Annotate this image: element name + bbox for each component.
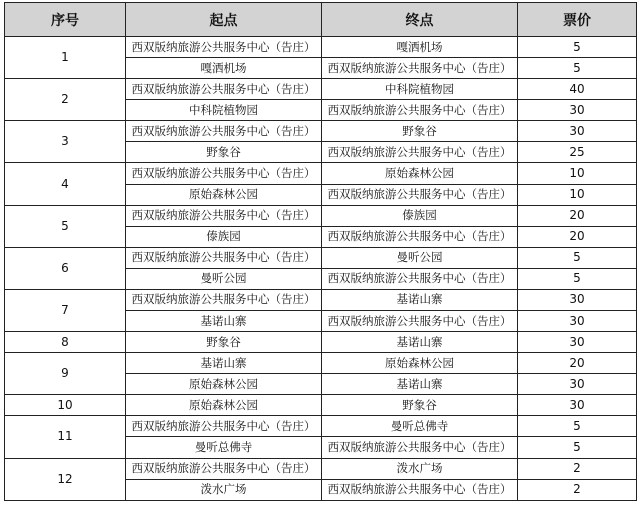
destination-cell: 曼听公园 — [322, 247, 518, 268]
seq-cell: 7 — [5, 289, 126, 331]
price-cell: 20 — [518, 205, 637, 226]
seq-cell: 4 — [5, 163, 126, 205]
origin-cell: 曼听总佛寺 — [126, 437, 322, 458]
destination-cell: 西双版纳旅游公共服务中心（告庄） — [322, 437, 518, 458]
table-row — [5, 395, 637, 416]
header-origin: 起点 — [126, 3, 322, 37]
table-row — [5, 416, 637, 437]
destination-cell: 基诺山寨 — [322, 332, 518, 353]
price-cell: 40 — [518, 79, 637, 100]
origin-cell: 西双版纳旅游公共服务中心（告庄） — [126, 289, 322, 310]
table-row — [5, 332, 637, 353]
fare-table-body — [5, 37, 637, 501]
destination-cell: 泼水广场 — [322, 458, 518, 479]
price-cell: 10 — [518, 163, 637, 184]
price-cell: 30 — [518, 395, 637, 416]
destination-cell: 西双版纳旅游公共服务中心（告庄） — [322, 311, 518, 332]
price-cell: 30 — [518, 289, 637, 310]
price-cell: 20 — [518, 226, 637, 247]
price-cell: 5 — [518, 247, 637, 268]
price-cell: 20 — [518, 353, 637, 374]
destination-cell: 野象谷 — [322, 121, 518, 142]
header-destination: 终点 — [322, 3, 518, 37]
destination-cell: 西双版纳旅游公共服务中心（告庄） — [322, 268, 518, 289]
seq-cell: 9 — [5, 353, 126, 395]
destination-cell: 基诺山寨 — [322, 374, 518, 395]
destination-cell: 基诺山寨 — [322, 289, 518, 310]
origin-cell: 基诺山寨 — [126, 353, 322, 374]
seq-cell: 8 — [5, 332, 126, 353]
price-cell: 5 — [518, 58, 637, 79]
price-cell: 30 — [518, 332, 637, 353]
price-cell: 30 — [518, 311, 637, 332]
price-cell: 5 — [518, 416, 637, 437]
table-row — [5, 121, 637, 142]
header-row — [5, 3, 637, 37]
origin-cell: 野象谷 — [126, 332, 322, 353]
destination-cell: 西双版纳旅游公共服务中心（告庄） — [322, 100, 518, 121]
seq-cell: 2 — [5, 79, 126, 121]
origin-cell: 野象谷 — [126, 142, 322, 163]
destination-cell: 中科院植物园 — [322, 79, 518, 100]
header-price: 票价 — [518, 3, 637, 37]
origin-cell: 原始森林公园 — [126, 374, 322, 395]
destination-cell: 西双版纳旅游公共服务中心（告庄） — [322, 58, 518, 79]
destination-cell: 原始森林公园 — [322, 353, 518, 374]
price-cell: 25 — [518, 142, 637, 163]
table-row — [5, 37, 637, 58]
destination-cell: 西双版纳旅游公共服务中心（告庄） — [322, 479, 518, 500]
destination-cell: 曼听总佛寺 — [322, 416, 518, 437]
origin-cell: 泼水广场 — [126, 479, 322, 500]
price-cell: 5 — [518, 268, 637, 289]
origin-cell: 西双版纳旅游公共服务中心（告庄） — [126, 458, 322, 479]
origin-cell: 中科院植物园 — [126, 100, 322, 121]
seq-cell: 10 — [5, 395, 126, 416]
destination-cell: 原始森林公园 — [322, 163, 518, 184]
origin-cell: 原始森林公园 — [126, 184, 322, 205]
price-cell: 30 — [518, 121, 637, 142]
destination-cell: 西双版纳旅游公共服务中心（告庄） — [322, 142, 518, 163]
origin-cell: 基诺山寨 — [126, 311, 322, 332]
price-cell: 2 — [518, 458, 637, 479]
table-row — [5, 353, 637, 374]
fare-table — [4, 2, 637, 501]
seq-cell: 12 — [5, 458, 126, 500]
origin-cell: 西双版纳旅游公共服务中心（告庄） — [126, 37, 322, 58]
origin-cell: 西双版纳旅游公共服务中心（告庄） — [126, 121, 322, 142]
seq-cell: 11 — [5, 416, 126, 458]
origin-cell: 西双版纳旅游公共服务中心（告庄） — [126, 416, 322, 437]
table-row — [5, 247, 637, 268]
price-cell: 2 — [518, 479, 637, 500]
price-cell: 30 — [518, 100, 637, 121]
price-cell: 5 — [518, 37, 637, 58]
origin-cell: 傣族园 — [126, 226, 322, 247]
seq-cell: 5 — [5, 205, 126, 247]
origin-cell: 西双版纳旅游公共服务中心（告庄） — [126, 163, 322, 184]
destination-cell: 西双版纳旅游公共服务中心（告庄） — [322, 184, 518, 205]
price-cell: 5 — [518, 437, 637, 458]
destination-cell: 西双版纳旅游公共服务中心（告庄） — [322, 226, 518, 247]
destination-cell: 傣族园 — [322, 205, 518, 226]
seq-cell: 6 — [5, 247, 126, 289]
seq-cell: 3 — [5, 121, 126, 163]
destination-cell: 嘎洒机场 — [322, 37, 518, 58]
origin-cell: 嘎洒机场 — [126, 58, 322, 79]
price-cell: 30 — [518, 374, 637, 395]
table-row — [5, 205, 637, 226]
table-row — [5, 79, 637, 100]
origin-cell: 曼听公园 — [126, 268, 322, 289]
origin-cell: 原始森林公园 — [126, 395, 322, 416]
price-cell: 10 — [518, 184, 637, 205]
destination-cell: 野象谷 — [322, 395, 518, 416]
origin-cell: 西双版纳旅游公共服务中心（告庄） — [126, 205, 322, 226]
table-row — [5, 163, 637, 184]
seq-cell: 1 — [5, 37, 126, 79]
header-seq: 序号 — [5, 3, 126, 37]
origin-cell: 西双版纳旅游公共服务中心（告庄） — [126, 79, 322, 100]
table-row — [5, 458, 637, 479]
table-row — [5, 289, 637, 310]
origin-cell: 西双版纳旅游公共服务中心（告庄） — [126, 247, 322, 268]
